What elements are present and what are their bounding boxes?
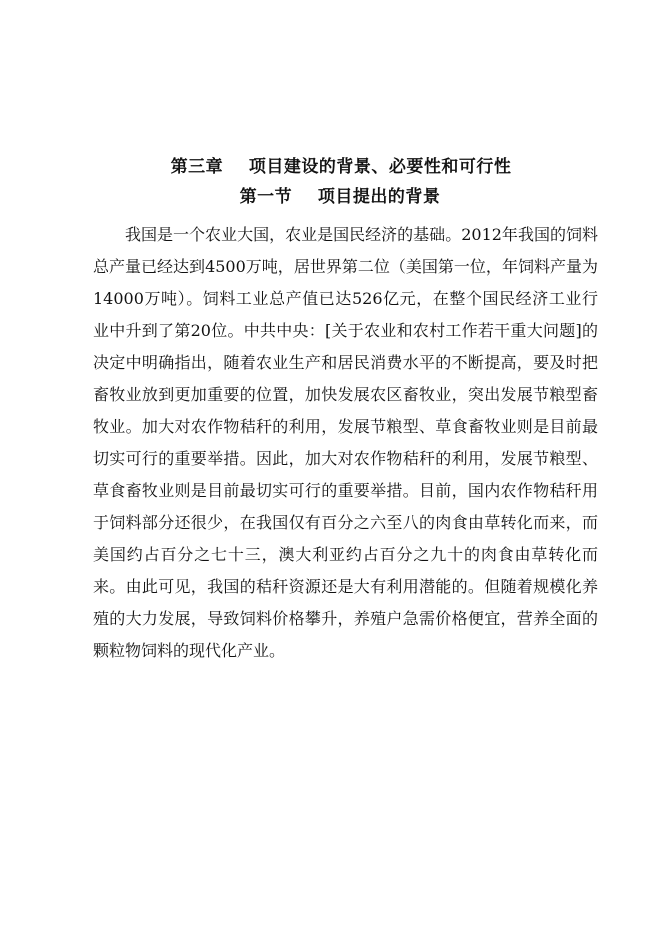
body-paragraph: 我国是一个农业大国，农业是国民经济的基础。2012年我国的饲料总产量已经达到4500万吨，居世界第二位（美国第一位，年饲料产量为14000万吨）。饲料工业总产值已达526亿元，在整个国民经济工业行业中升到了第20位。中共中央：[关于农业和农村工作若干重大问题]的决定中明确指出，随着农业生产和居民消费水平的不断提高，要及时把畜牧业放到更加重要的位置，加快发展农区畜牧业，突出发展节粮型畜牧业。加大对农作物秸秆的利用，发展节粮型、草食畜牧业则是目前最切实可行的重要举措。因此，加大对农作物秸秆的利用，发展节粮型、草食畜牧业则是目前最切实可行的重要举措。目前，国内农作物秸秆用于饲料部分还很少，在我国仅有百分之六至八的肉食由草转化而来，而美国约占百分之七十三，澳大利亚约占百分之九十的肉食由草转化而来。由此可见，我国的秸秆资源还是大有利用潜能的。但随着规模化养殖的大力发展，导致饲料价格攀升，养殖户急需价格便宜，营养全面的颗粒物饲料的现代化产业。	[93, 225, 598, 660]
heading-block	[0, 152, 662, 212]
section-title: 第一节 项目提出的背景	[239, 187, 441, 207]
chapter-title: 第三章 项目建设的背景、必要性和可行性	[170, 157, 512, 177]
